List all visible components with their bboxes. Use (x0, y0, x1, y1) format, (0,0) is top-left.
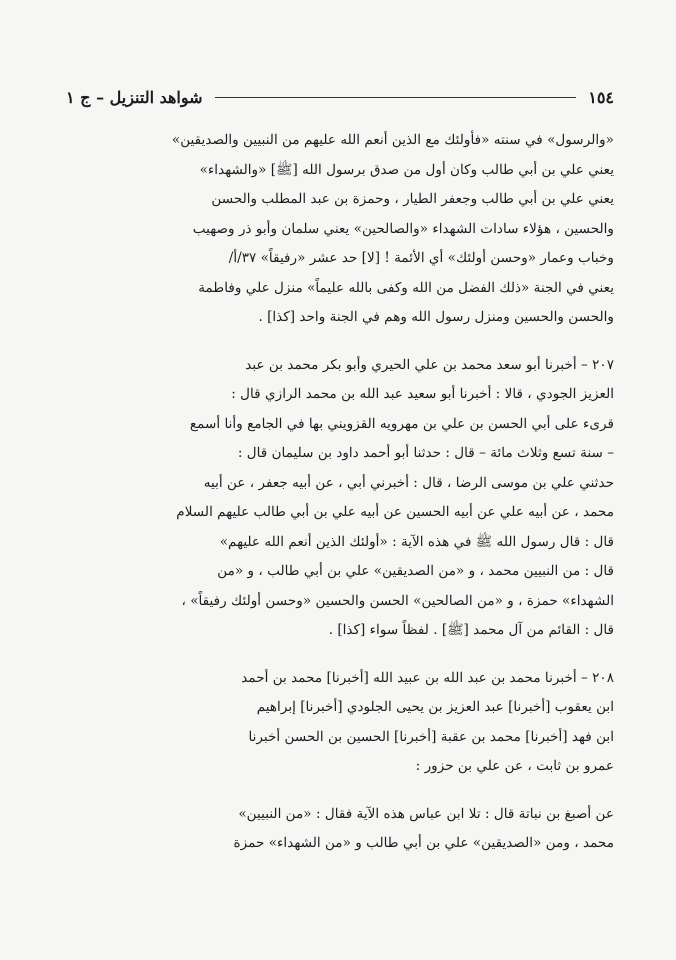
text-line: ابن يعقوب [أخبرنا] عبد العزيز بن يحيى الجلودي [أخبرنا] إبراهيم (256, 699, 614, 715)
text-line: محمد ، عن أبيه علي عن أبيه الحسين عن أبيه علي بن أبي طالب عليهم السلام (176, 504, 614, 520)
text-line: قال : القائم من آل محمد [ﷺ] . لفظاً سواء [كذا] . (328, 622, 614, 638)
text-line: والحسن والحسين ومنزل رسول الله وهم في الجنة واحد [كذا] . (258, 309, 614, 325)
page-header (66, 82, 614, 112)
text-line: والحسين ، هؤلاء سادات الشهداء «والصالحين» يعني سلمان وأبو ذر وصهيب (192, 220, 614, 237)
text-line: عن أصبغ بن نباتة قال : تلا ابن عباس هذه الآية فقال : «من النبيين» (238, 805, 614, 822)
text-line: وخباب وعمار «وحسن أولئك» أي الأئمة ! [لا] حد عشر «رفيقاً» ٣٧/أ/ (228, 250, 614, 266)
text-line: يعني علي بن أبي طالب وكان أول من صدق برسول الله [ﷺ] «والشهداء» (199, 161, 614, 178)
text-line: ٢٠٨ – أخبرنا محمد بن عبد الله بن عبيد الله [أخبرنا] محمد بن أحمد (241, 669, 614, 686)
running-title: شواهد التنزيل – ج ١ (66, 87, 203, 107)
text-line: يعني علي بن أبي طالب وجعفر الطيار ، وحمزة بن عبد المطلب والحسن (211, 191, 614, 207)
text-line: محمد ، ومن «الصديقين» علي بن أبي طالب و «من الشهداء» حمزة (233, 835, 614, 851)
text-line: ٢٠٧ – أخبرنا أبو سعد محمد بن علي الحيري وأبو بكر محمد بن عبد (245, 356, 614, 373)
paragraph-commentary (66, 126, 614, 333)
paragraph-narration (66, 800, 614, 859)
text-line: – سنة تسع وثلاث مائة – قال : حدثنا أبو أحمد داود بن سليمان قال : (237, 445, 614, 461)
header-rule (215, 97, 577, 98)
text-line: قال : قال رسول الله ﷺ في هذه الآية : «أولئك الذين أنعم الله عليهم» (219, 533, 614, 550)
text-line: الشهداء» حمزة ، و «من الصالحين» الحسن والحسين «وحسن أولئك رفيقاً» ، (181, 592, 614, 609)
text-line: قرىء على أبي الحسن بن علي بن مهرويه القزويني بها في الجامع وأنا أسمع (189, 415, 614, 432)
text-line: «والرسول» في سنته «فأولئك مع الذين أنعم الله عليهم من النبيين والصديقين» (171, 132, 614, 148)
paragraph-hadith-208 (66, 664, 614, 782)
text-line: ابن فهد [أخبرنا] محمد بن عقبة [أخبرنا] الحسين بن الحسن أخبرنا (248, 728, 614, 745)
page-number: ١٥٤ (588, 87, 614, 107)
text-line: قال : من النبيين محمد ، و «من الصديقين» علي بن أبي طالب ، و «من (217, 563, 614, 579)
body-text (66, 126, 614, 859)
text-line: عمرو بن ثابت ، عن علي بن حزور : (415, 758, 614, 774)
text-line: يعني في الجنة «ذلك الفضل من الله وكفى بالله عليماً» منزل علي وفاطمة (198, 279, 614, 296)
text-line: حدثني علي بن موسى الرضا ، قال : أخبرني أبي ، عن أبيه جعفر ، عن أبيه (203, 474, 614, 491)
paragraph-hadith-207 (66, 351, 614, 646)
text-line: العزيز الجودي ، قالا : أخبرنا أبو سعيد عبد الله بن محمد الرازي قال : (231, 386, 614, 402)
